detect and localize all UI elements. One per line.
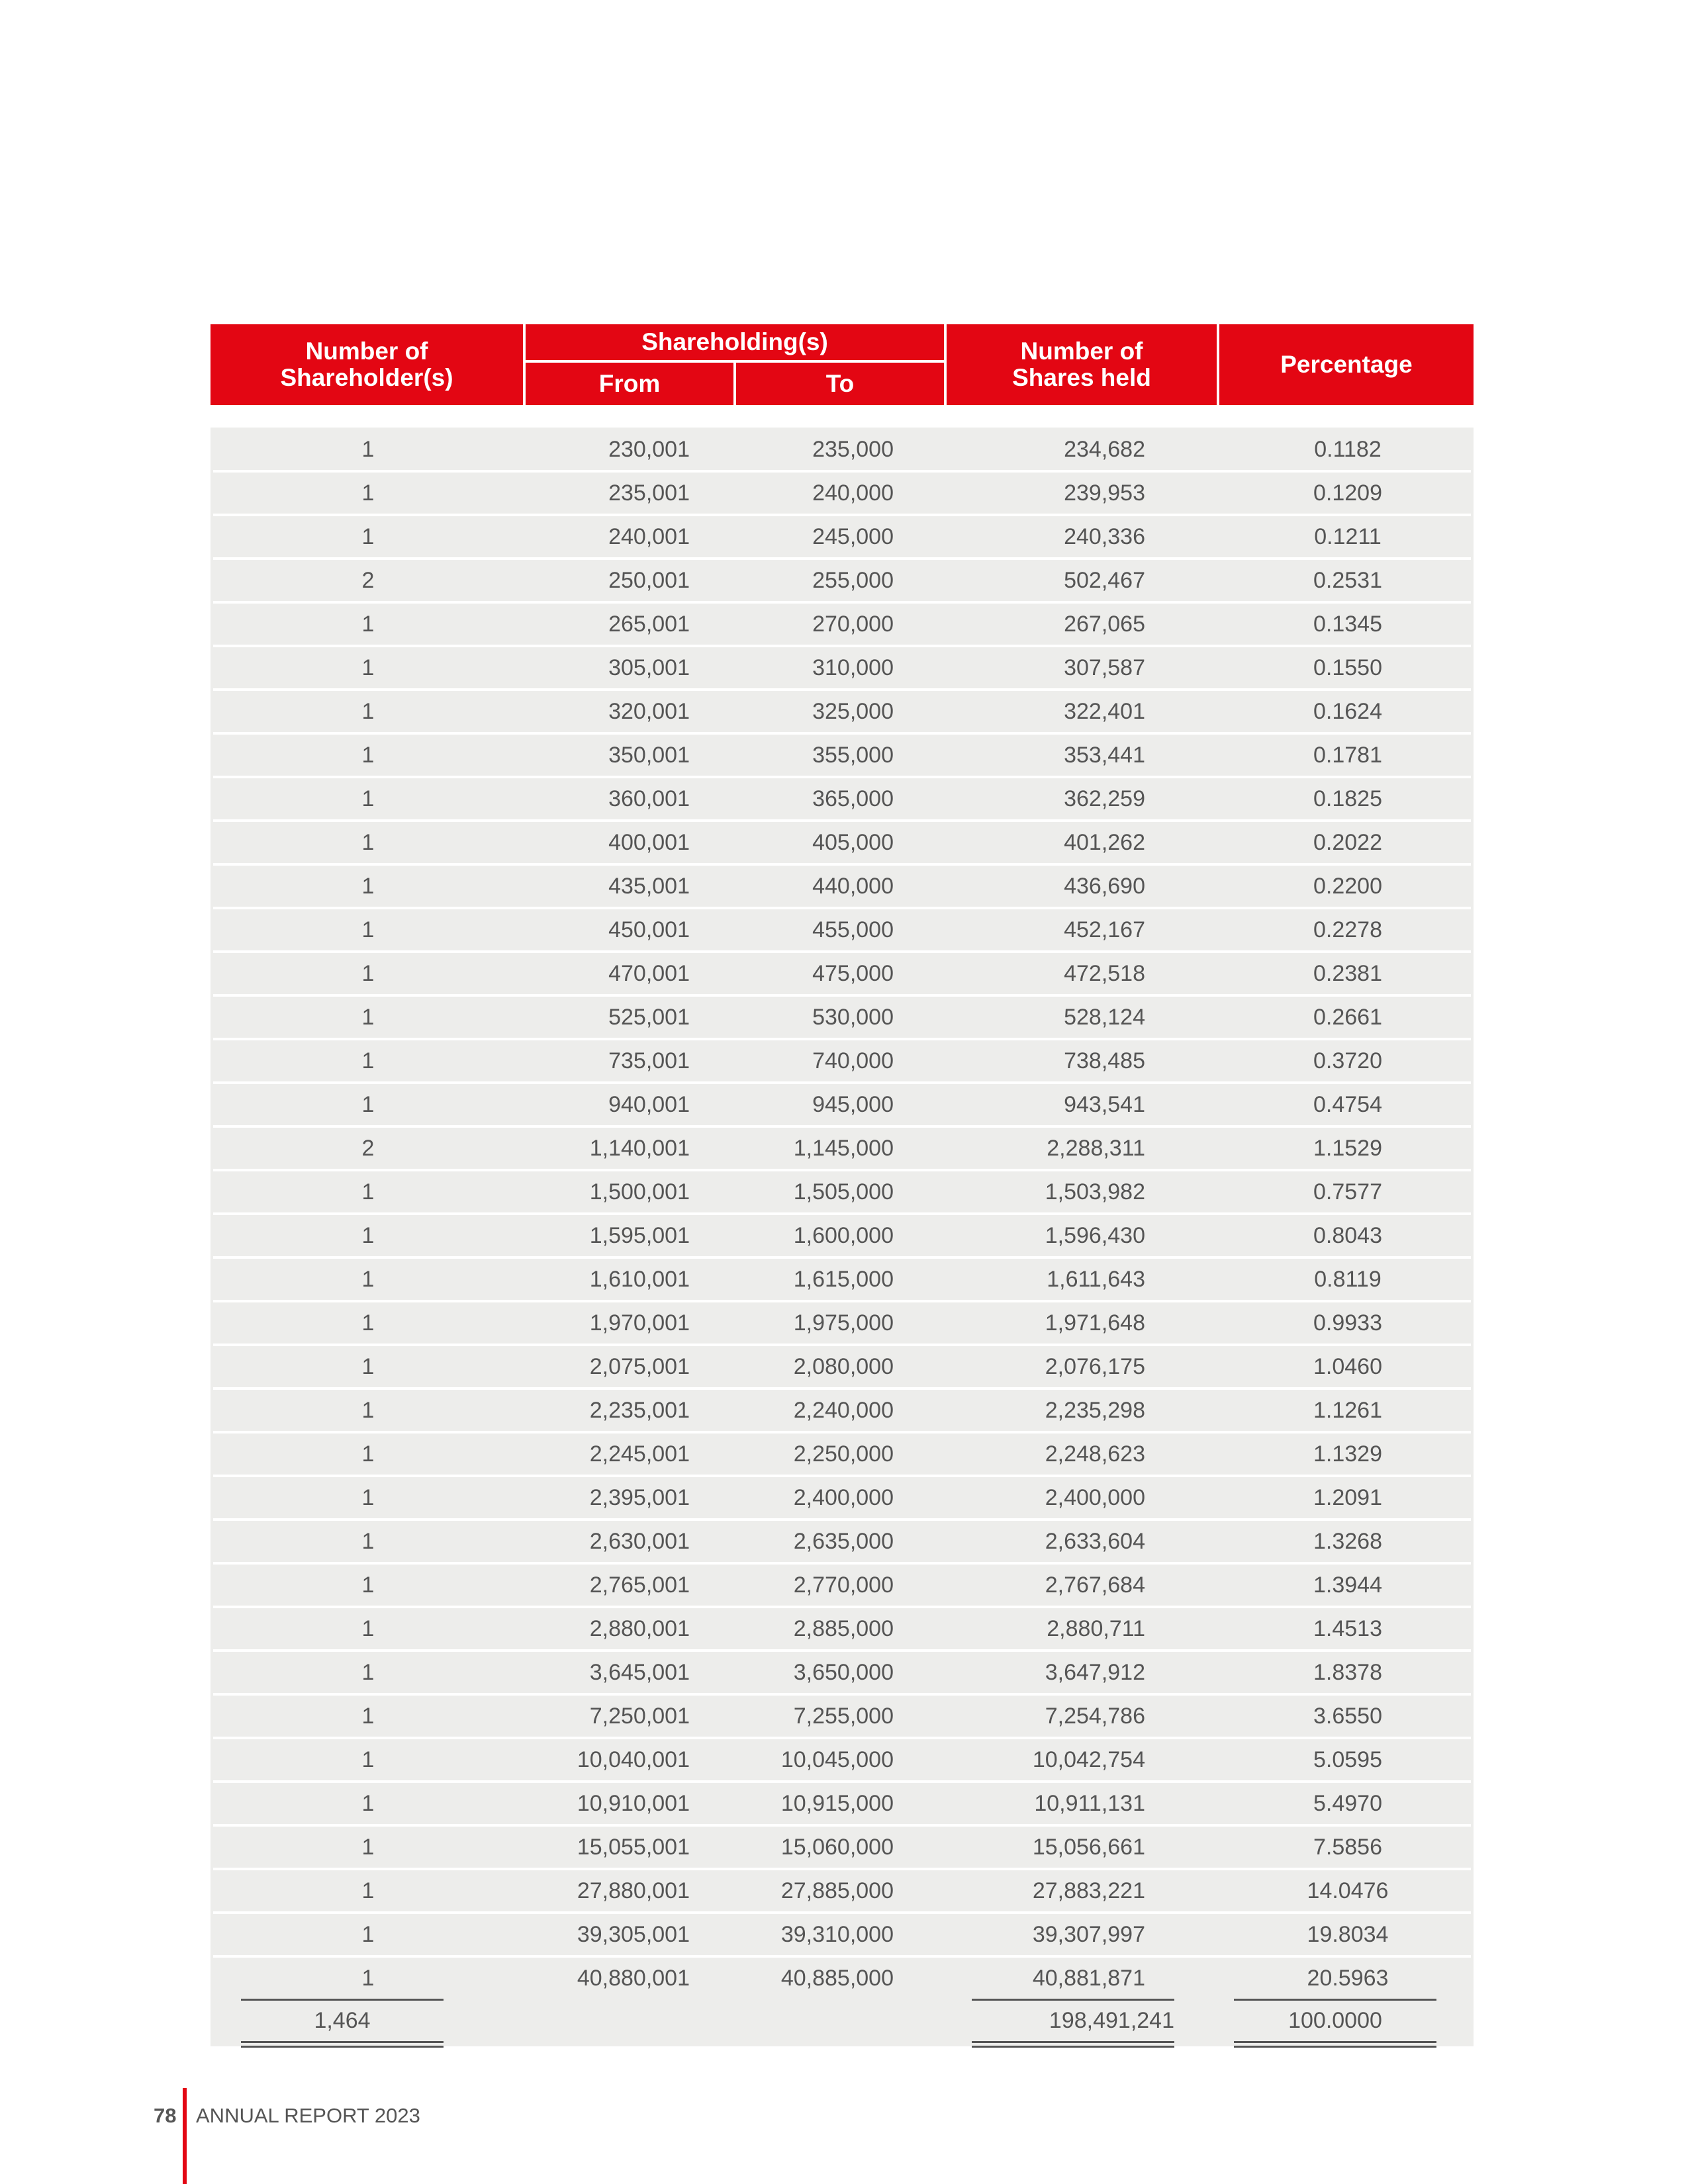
- cell-percentage: 7.5856: [1313, 1835, 1382, 1860]
- header-from: From: [526, 363, 733, 405]
- total-percentage: 100.0000: [1288, 2008, 1382, 2033]
- subtotal-rule: [972, 1999, 1174, 2001]
- table-body: [211, 428, 1474, 1999]
- cell-from: 525,001: [608, 1005, 690, 1030]
- table-row: [213, 1302, 1471, 1346]
- table-row: [213, 909, 1471, 953]
- cell-from: 940,001: [608, 1092, 690, 1117]
- cell-from: 450,001: [608, 917, 690, 942]
- cell-to: 3,650,000: [793, 1660, 894, 1685]
- cell-percentage: 0.1182: [1314, 437, 1382, 462]
- total-shares-held: 198,491,241: [1049, 2008, 1174, 2033]
- table-row: [213, 1739, 1471, 1783]
- cell-to: 310,000: [812, 655, 894, 680]
- cell-shares-held: 1,611,643: [1047, 1267, 1145, 1292]
- cell-to: 1,615,000: [793, 1267, 894, 1292]
- cell-percentage: 3.6550: [1313, 1704, 1382, 1729]
- cell-percentage: 1.1529: [1313, 1136, 1382, 1161]
- cell-number-of-shareholders: 2: [361, 1136, 375, 1161]
- cell-number-of-shareholders: 1: [361, 1354, 375, 1379]
- header-number-of-shareholders: Number of Shareholder(s): [211, 324, 523, 405]
- cell-shares-held: 2,076,175: [1045, 1354, 1145, 1379]
- cell-shares-held: 307,587: [1064, 655, 1145, 680]
- cell-shares-held: 1,596,430: [1045, 1223, 1145, 1248]
- table-row: [213, 1040, 1471, 1084]
- cell-from: 2,880,001: [589, 1616, 690, 1641]
- cell-shares-held: 1,503,982: [1045, 1179, 1145, 1205]
- cell-to: 240,000: [812, 480, 894, 506]
- table-row: [213, 1215, 1471, 1259]
- cell-shares-held: 2,288,311: [1047, 1136, 1145, 1161]
- cell-shares-held: 2,248,623: [1045, 1441, 1145, 1467]
- table-row: [213, 1346, 1471, 1390]
- cell-from: 3,645,001: [589, 1660, 690, 1685]
- cell-number-of-shareholders: 1: [361, 1005, 375, 1030]
- cell-from: 2,235,001: [589, 1398, 690, 1423]
- table-row: [213, 866, 1471, 909]
- cell-to: 15,060,000: [780, 1835, 894, 1860]
- table-row: [213, 647, 1471, 691]
- cell-to: 1,975,000: [793, 1310, 894, 1336]
- cell-from: 10,040,001: [577, 1747, 690, 1772]
- total-double-rule: [241, 2041, 444, 2048]
- cell-from: 2,245,001: [589, 1441, 690, 1467]
- cell-number-of-shareholders: 2: [361, 568, 375, 593]
- cell-percentage: 0.1345: [1313, 612, 1382, 637]
- table-row: [213, 604, 1471, 647]
- cell-from: 265,001: [608, 612, 690, 637]
- cell-number-of-shareholders: 1: [361, 1878, 375, 1903]
- cell-number-of-shareholders: 1: [361, 524, 375, 549]
- cell-to: 2,400,000: [793, 1485, 894, 1510]
- cell-shares-held: 943,541: [1064, 1092, 1145, 1117]
- cell-to: 10,915,000: [780, 1791, 894, 1816]
- cell-number-of-shareholders: 1: [361, 1485, 375, 1510]
- cell-from: 1,970,001: [589, 1310, 690, 1336]
- cell-to: 405,000: [812, 830, 894, 855]
- cell-shares-held: 362,259: [1064, 786, 1145, 811]
- cell-number-of-shareholders: 1: [361, 1704, 375, 1729]
- table-row: [213, 1521, 1471, 1565]
- cell-shares-held: 436,690: [1064, 874, 1145, 899]
- cell-number-of-shareholders: 1: [361, 874, 375, 899]
- cell-percentage: 0.7577: [1313, 1179, 1382, 1205]
- cell-percentage: 1.8378: [1313, 1660, 1382, 1685]
- cell-to: 2,635,000: [793, 1529, 894, 1554]
- cell-percentage: 19.8034: [1307, 1922, 1389, 1947]
- cell-number-of-shareholders: 1: [361, 1310, 375, 1336]
- table-row: [213, 1696, 1471, 1739]
- cell-percentage: 0.2022: [1313, 830, 1382, 855]
- cell-number-of-shareholders: 1: [361, 1660, 375, 1685]
- cell-shares-held: 452,167: [1064, 917, 1145, 942]
- cell-number-of-shareholders: 1: [361, 917, 375, 942]
- table-row: [213, 822, 1471, 866]
- cell-shares-held: 234,682: [1064, 437, 1145, 462]
- cell-percentage: 20.5963: [1307, 1966, 1389, 1991]
- report-title: ANNUAL REPORT 2023: [196, 2104, 420, 2127]
- cell-shares-held: 2,633,604: [1045, 1529, 1145, 1554]
- cell-from: 435,001: [608, 874, 690, 899]
- cell-to: 40,885,000: [780, 1966, 894, 1991]
- cell-from: 15,055,001: [577, 1835, 690, 1860]
- table-row: [213, 1914, 1471, 1958]
- cell-number-of-shareholders: 1: [361, 1791, 375, 1816]
- cell-percentage: 0.1211: [1314, 524, 1382, 549]
- table-row: [213, 1565, 1471, 1608]
- cell-shares-held: 239,953: [1064, 480, 1145, 506]
- cell-percentage: 5.0595: [1313, 1747, 1382, 1772]
- cell-number-of-shareholders: 1: [361, 1179, 375, 1205]
- table-row: [213, 735, 1471, 778]
- cell-from: 1,595,001: [589, 1223, 690, 1248]
- cell-percentage: 0.8043: [1313, 1223, 1382, 1248]
- cell-percentage: 0.2661: [1313, 1005, 1382, 1030]
- table-row: [213, 1783, 1471, 1827]
- cell-percentage: 1.1329: [1313, 1441, 1382, 1467]
- cell-percentage: 0.3720: [1313, 1048, 1382, 1073]
- cell-number-of-shareholders: 1: [361, 699, 375, 724]
- cell-to: 1,600,000: [793, 1223, 894, 1248]
- cell-percentage: 1.4513: [1313, 1616, 1382, 1641]
- cell-to: 245,000: [812, 524, 894, 549]
- subtotal-rule: [1234, 1999, 1436, 2001]
- cell-to: 2,770,000: [793, 1572, 894, 1598]
- cell-number-of-shareholders: 1: [361, 1616, 375, 1641]
- table-row: [213, 691, 1471, 735]
- cell-percentage: 0.2200: [1313, 874, 1382, 899]
- cell-to: 7,255,000: [793, 1704, 894, 1729]
- cell-shares-held: 401,262: [1064, 830, 1145, 855]
- cell-to: 325,000: [812, 699, 894, 724]
- cell-shares-held: 2,880,711: [1047, 1616, 1145, 1641]
- footer-accent-bar: [183, 2088, 187, 2184]
- cell-from: 400,001: [608, 830, 690, 855]
- cell-from: 2,395,001: [589, 1485, 690, 1510]
- cell-percentage: 0.9933: [1313, 1310, 1382, 1336]
- cell-percentage: 5.4970: [1313, 1791, 1382, 1816]
- cell-number-of-shareholders: 1: [361, 1835, 375, 1860]
- cell-from: 350,001: [608, 743, 690, 768]
- cell-from: 470,001: [608, 961, 690, 986]
- cell-shares-held: 528,124: [1064, 1005, 1145, 1030]
- cell-percentage: 1.3268: [1313, 1529, 1382, 1554]
- cell-number-of-shareholders: 1: [361, 961, 375, 986]
- cell-from: 360,001: [608, 786, 690, 811]
- cell-to: 235,000: [812, 437, 894, 462]
- cell-to: 2,885,000: [793, 1616, 894, 1641]
- cell-shares-held: 502,467: [1064, 568, 1145, 593]
- cell-percentage: 0.2278: [1313, 917, 1382, 942]
- table-row: [213, 1608, 1471, 1652]
- cell-number-of-shareholders: 1: [361, 1747, 375, 1772]
- cell-from: 305,001: [608, 655, 690, 680]
- cell-number-of-shareholders: 1: [361, 1441, 375, 1467]
- cell-to: 1,505,000: [793, 1179, 894, 1205]
- table-row: [213, 473, 1471, 516]
- cell-shares-held: 15,056,661: [1032, 1835, 1145, 1860]
- cell-from: 235,001: [608, 480, 690, 506]
- cell-shares-held: 322,401: [1064, 699, 1145, 724]
- cell-to: 365,000: [812, 786, 894, 811]
- cell-number-of-shareholders: 1: [361, 743, 375, 768]
- header-shareholdings: Shareholding(s): [526, 324, 944, 360]
- header-number-of-shares-held: Number of Shares held: [947, 324, 1217, 405]
- totals-row: [211, 1999, 1474, 2046]
- cell-from: 2,630,001: [589, 1529, 690, 1554]
- cell-from: 1,140,001: [589, 1136, 690, 1161]
- cell-to: 355,000: [812, 743, 894, 768]
- cell-number-of-shareholders: 1: [361, 786, 375, 811]
- cell-shares-held: 39,307,997: [1032, 1922, 1145, 1947]
- cell-to: 2,250,000: [793, 1441, 894, 1467]
- table-row: [213, 997, 1471, 1040]
- cell-to: 740,000: [812, 1048, 894, 1073]
- cell-percentage: 0.1209: [1313, 480, 1382, 506]
- cell-percentage: 1.1261: [1313, 1398, 1382, 1423]
- cell-to: 270,000: [812, 612, 894, 637]
- cell-from: 27,880,001: [577, 1878, 690, 1903]
- cell-shares-held: 7,254,786: [1045, 1704, 1145, 1729]
- cell-shares-held: 40,881,871: [1032, 1966, 1145, 1991]
- cell-number-of-shareholders: 1: [361, 437, 375, 462]
- cell-to: 455,000: [812, 917, 894, 942]
- cell-number-of-shareholders: 1: [361, 1267, 375, 1292]
- cell-percentage: 0.8119: [1314, 1267, 1382, 1292]
- cell-to: 39,310,000: [780, 1922, 894, 1947]
- cell-from: 1,610,001: [589, 1267, 690, 1292]
- cell-number-of-shareholders: 1: [361, 1398, 375, 1423]
- cell-percentage: 0.2531: [1313, 568, 1382, 593]
- cell-shares-held: 27,883,221: [1032, 1878, 1145, 1903]
- cell-number-of-shareholders: 1: [361, 1092, 375, 1117]
- cell-from: 320,001: [608, 699, 690, 724]
- cell-to: 10,045,000: [780, 1747, 894, 1772]
- table-row: [213, 1084, 1471, 1128]
- total-shareholders: 1,464: [314, 2008, 371, 2033]
- cell-percentage: 0.1825: [1313, 786, 1382, 811]
- cell-from: 230,001: [608, 437, 690, 462]
- page-number: 78: [154, 2104, 177, 2127]
- header-to: To: [736, 363, 944, 405]
- cell-percentage: 1.2091: [1313, 1485, 1382, 1510]
- cell-shares-held: 240,336: [1064, 524, 1145, 549]
- cell-shares-held: 267,065: [1064, 612, 1145, 637]
- cell-percentage: 0.1781: [1313, 743, 1382, 768]
- shareholding-distribution-table: [211, 324, 1474, 2046]
- table-row: [213, 516, 1471, 560]
- table-row: [213, 1259, 1471, 1302]
- cell-shares-held: 10,911,131: [1034, 1791, 1145, 1816]
- cell-percentage: 0.1624: [1313, 699, 1382, 724]
- table-header: [211, 324, 1474, 405]
- table-row: [213, 1477, 1471, 1521]
- cell-number-of-shareholders: 1: [361, 480, 375, 506]
- cell-to: 945,000: [812, 1092, 894, 1117]
- cell-number-of-shareholders: 1: [361, 1572, 375, 1598]
- total-double-rule: [1234, 2041, 1436, 2048]
- cell-from: 7,250,001: [589, 1704, 690, 1729]
- cell-from: 10,910,001: [577, 1791, 690, 1816]
- cell-from: 1,500,001: [589, 1179, 690, 1205]
- cell-number-of-shareholders: 1: [361, 612, 375, 637]
- cell-from: 2,765,001: [589, 1572, 690, 1598]
- cell-shares-held: 738,485: [1064, 1048, 1145, 1073]
- cell-to: 2,240,000: [793, 1398, 894, 1423]
- cell-number-of-shareholders: 1: [361, 1529, 375, 1554]
- table-row: [213, 1958, 1471, 1999]
- cell-shares-held: 472,518: [1064, 961, 1145, 986]
- cell-shares-held: 10,042,754: [1032, 1747, 1145, 1772]
- cell-to: 1,145,000: [793, 1136, 894, 1161]
- cell-shares-held: 2,767,684: [1045, 1572, 1145, 1598]
- cell-number-of-shareholders: 1: [361, 830, 375, 855]
- cell-from: 2,075,001: [589, 1354, 690, 1379]
- header-percentage: Percentage: [1219, 324, 1474, 405]
- table-row: [213, 1128, 1471, 1171]
- cell-percentage: 0.1550: [1313, 655, 1382, 680]
- cell-percentage: 0.2381: [1313, 961, 1382, 986]
- table-row: [213, 1870, 1471, 1914]
- cell-from: 240,001: [608, 524, 690, 549]
- cell-number-of-shareholders: 1: [361, 1966, 375, 1991]
- table-row: [213, 1171, 1471, 1215]
- cell-number-of-shareholders: 1: [361, 1048, 375, 1073]
- cell-percentage: 14.0476: [1307, 1878, 1389, 1903]
- cell-to: 27,885,000: [780, 1878, 894, 1903]
- cell-from: 250,001: [608, 568, 690, 593]
- table-row: [213, 1827, 1471, 1870]
- cell-shares-held: 1,971,648: [1045, 1310, 1145, 1336]
- table-row: [213, 1652, 1471, 1696]
- subtotal-rule: [241, 1999, 444, 2001]
- table-row: [213, 778, 1471, 822]
- cell-to: 255,000: [812, 568, 894, 593]
- cell-percentage: 1.0460: [1313, 1354, 1382, 1379]
- cell-number-of-shareholders: 1: [361, 655, 375, 680]
- cell-from: 39,305,001: [577, 1922, 690, 1947]
- cell-to: 530,000: [812, 1005, 894, 1030]
- cell-to: 2,080,000: [793, 1354, 894, 1379]
- cell-shares-held: 2,400,000: [1045, 1485, 1145, 1510]
- cell-percentage: 0.4754: [1313, 1092, 1382, 1117]
- total-double-rule: [972, 2041, 1174, 2048]
- cell-number-of-shareholders: 1: [361, 1223, 375, 1248]
- cell-from: 40,880,001: [577, 1966, 690, 1991]
- cell-shares-held: 353,441: [1064, 743, 1145, 768]
- cell-to: 440,000: [812, 874, 894, 899]
- cell-to: 475,000: [812, 961, 894, 986]
- table-row: [213, 953, 1471, 997]
- cell-shares-held: 3,647,912: [1045, 1660, 1145, 1685]
- table-row: [213, 1390, 1471, 1433]
- cell-shares-held: 2,235,298: [1045, 1398, 1145, 1423]
- table-row: [213, 560, 1471, 604]
- table-row: [213, 1433, 1471, 1477]
- cell-number-of-shareholders: 1: [361, 1922, 375, 1947]
- table-row: [213, 429, 1471, 473]
- cell-percentage: 1.3944: [1313, 1572, 1382, 1598]
- cell-from: 735,001: [608, 1048, 690, 1073]
